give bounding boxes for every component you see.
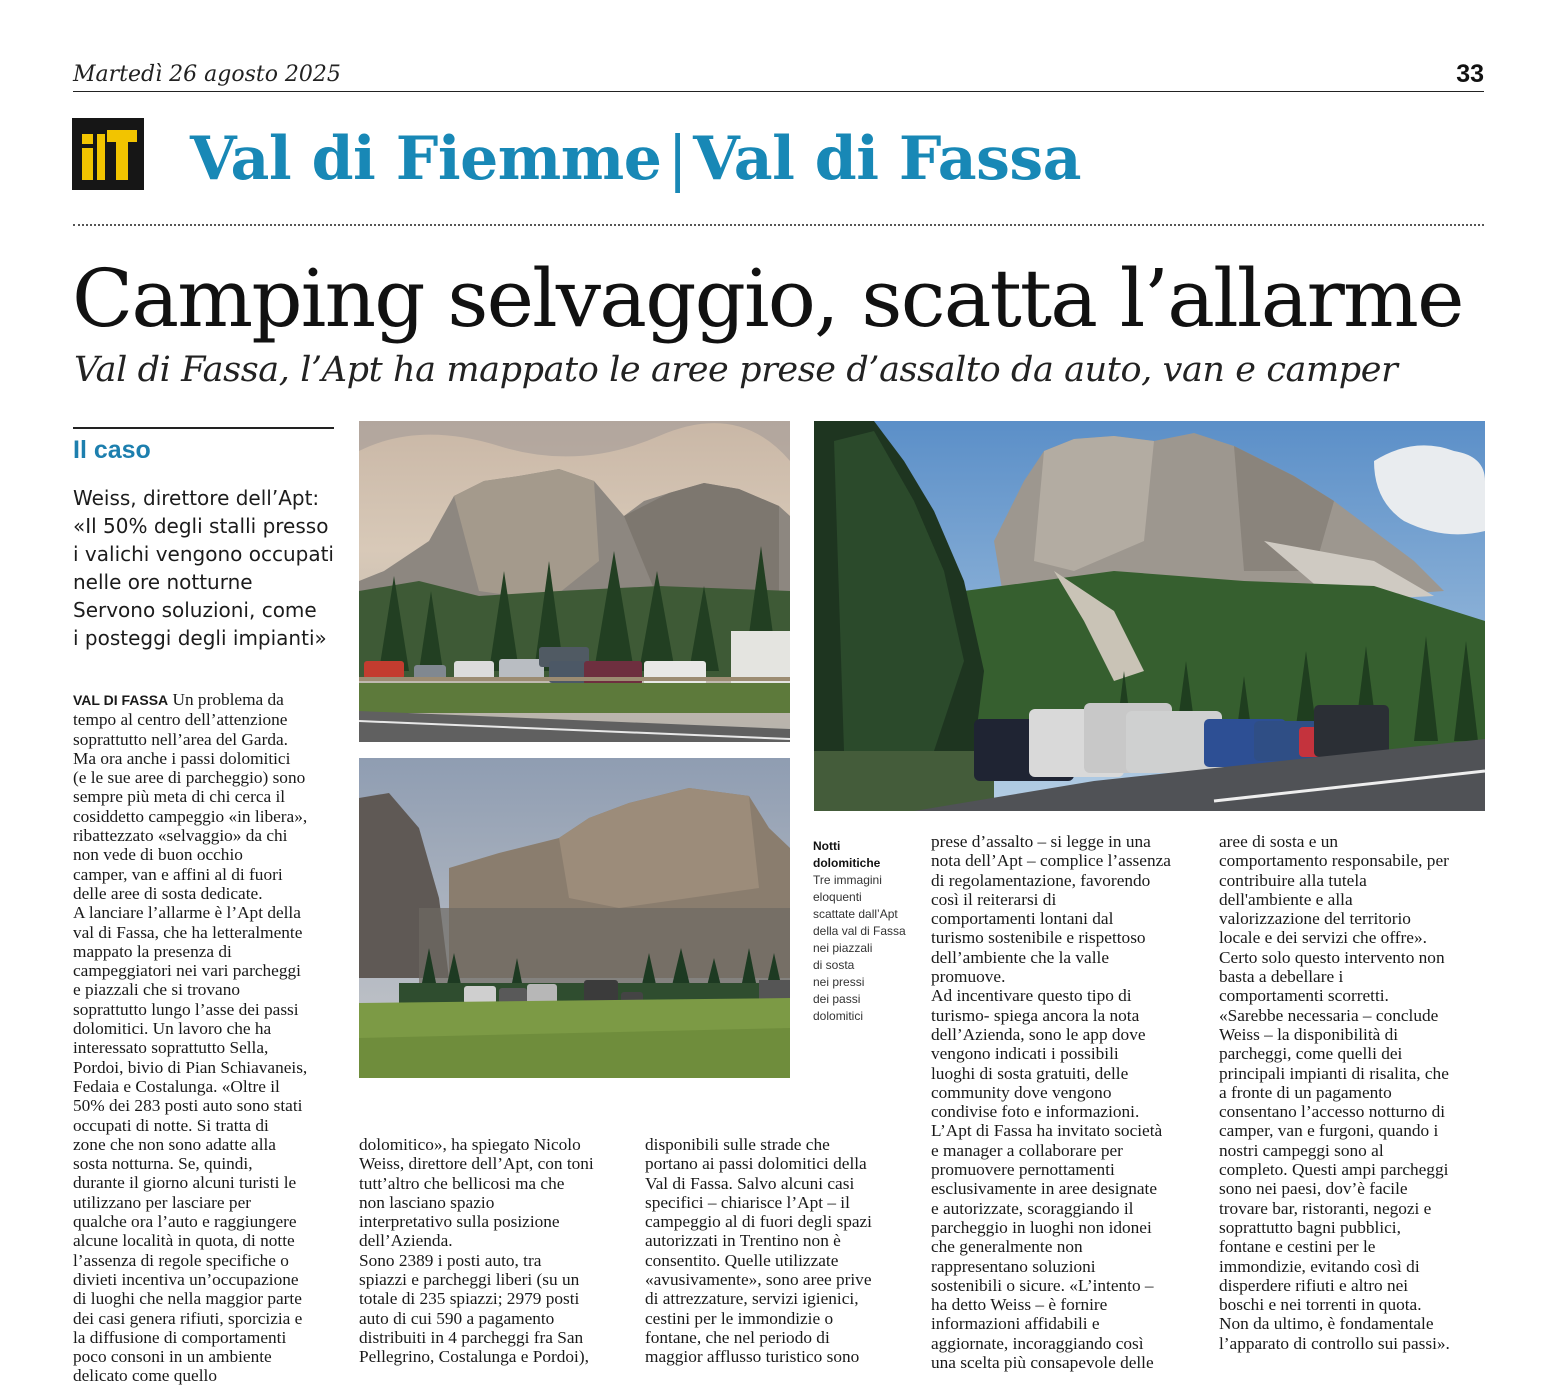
body-line: comportamenti scorretti. [1219,986,1389,1006]
body-line: consentano l’accesso notturno di [1219,1102,1446,1122]
body-line: Ma ora anche i passi dolomitici [73,748,291,768]
sidebar-title: Il caso [73,436,151,464]
caption-line: nei piazzali [813,941,873,955]
body-line: val di Fassa, che ha letteralmente [73,922,303,942]
body-line: 50% dei 283 posti auto sono stati [73,1096,303,1116]
body-line: tempo al centro dell’attenzione [73,710,288,730]
body-line: specifici – chiarisce l’Apt – il [645,1192,850,1212]
body-line: basta a debellare i [1219,967,1344,987]
issue-date: Martedì 26 agosto 2025 [73,62,341,87]
body-line: una scelta più consapevole delle [931,1353,1154,1373]
body-column-2 [359,1135,627,1367]
column-lines [645,1135,913,1367]
body-line: l’assenza di regole specifiche o [73,1250,289,1270]
body-line: rappresentano soluzioni [931,1256,1096,1276]
body-line: sostenibili o sicure. «L’intento – [931,1275,1154,1295]
body-line: durante il giorno alcuni turisti le [73,1173,297,1193]
body-line: dell’ambiente che la valle [931,947,1110,967]
body-line: promuovere pernottamenti [931,1160,1115,1180]
body-line: aree di sosta e un [1219,832,1339,851]
body-line: fontane e cestini per le [1219,1237,1376,1257]
page-number: 33 [1456,60,1484,88]
body-line: maggior afflusso turistico sono [645,1347,860,1367]
body-line: luoghi di sosta gratuiti, delle [931,1063,1129,1083]
body-line: informazioni affidabili e [931,1314,1100,1334]
section-divider [73,224,1484,226]
sidebar-line: i valichi vengono occupati [73,542,334,566]
column-lines [73,710,343,1385]
body-line: spiazzi e parcheggi liberi (su un [359,1270,580,1290]
section-title-left: Val di Fiemme [190,124,662,194]
sidebar-line: i posteggi degli impianti» [73,626,327,650]
body-line: delicato come quello [73,1366,217,1386]
body-line: disponibili sulle strade che [645,1135,830,1154]
body-line: così il reiterarsi di [931,889,1057,909]
body-line: che generalmente non [931,1237,1083,1257]
body-line: dell’Azienda, sono le app dove [931,1024,1146,1044]
body-line: turismo sostenibile e rispettoso [931,928,1146,948]
photo-passo-cars [359,421,790,742]
body-line: disperdere rifiuti e altro nei [1219,1275,1409,1295]
column-lines [1219,832,1487,1353]
body-line: tutt’altro che bellicosi ma che [359,1173,565,1193]
body-line: utilizzano per lasciare per [73,1192,251,1212]
photo-caption [813,838,906,1025]
body-line: Un problema da [168,690,284,709]
body-line: (e le sue aree di parcheggio) sono [73,768,306,788]
body-line: ribattezzato «selvaggio» da chi [73,826,288,846]
caption-line: dolomitici [813,1009,864,1023]
body-line: soprattutto nell’area del Garda. [73,729,288,749]
body-line: la diffusione di comportamenti [73,1327,287,1347]
caption-title-line: Notti [813,839,841,853]
body-line: L’Apt di Fassa ha invitato società [931,1121,1163,1141]
body-line: Fedaia e Costalunga. «Oltre il [73,1076,280,1096]
body-line: Certo solo questo intervento non [1219,947,1445,967]
body-line: Val di Fassa. Salvo alcuni casi [645,1173,855,1193]
body-line: promuove. [931,967,1006,987]
body-line: qualche ora l’auto e raggiungere [73,1212,297,1232]
body-line: dolomitico», ha spiegato Nicolo [359,1135,581,1154]
caption-line: nei pressi [813,975,865,989]
caption-line: di sosta [813,958,855,972]
body-line: nostri campeggi sono al [1219,1140,1384,1160]
body-line: portano ai passi dolomitici della [645,1154,867,1174]
body-line: aggiornate, incoraggiando così [931,1333,1144,1353]
body-column-3 [645,1135,913,1367]
article-headline: Camping selvaggio, scatta l’allarme [72,252,1463,345]
body-line: dei casi genera rifiuti, sporcizia e [73,1308,303,1328]
body-line: cestini per le immondizie o [645,1308,834,1328]
body-line: campeggiatori nei vari parcheggi [73,961,301,981]
body-line: immondizie, evitando così di [1219,1256,1420,1276]
body-line: delle aree di sosta dedicate. [73,883,263,903]
body-first-line [73,690,343,710]
logo-t-bar [107,130,137,142]
body-line: principali impianti di risalita, che [1219,1063,1449,1083]
logo-t-stem [116,142,128,180]
logo-i-dot [82,134,93,144]
section-title [190,124,1081,194]
body-line: boschi e nei torrenti in quota. [1219,1295,1422,1315]
body-line: dell’Azienda. [359,1231,453,1251]
body-line: e manager a collaborare per [931,1140,1123,1160]
column-lines [931,832,1199,1372]
body-line: Sono 2389 i posti auto, tra [359,1250,542,1270]
body-line: e piazzali che si trovano [73,980,240,1000]
body-line: Pordoi, bivio di Pian Schiavaneis, [73,1057,308,1077]
sidebar-line: Weiss, direttore dell’Apt: [73,486,320,510]
body-line: completo. Questi ampi parcheggi [1219,1160,1449,1180]
body-line: occupati di notte. Si tratta di [73,1115,269,1135]
body-line: cosiddetto campeggio «in libera», [73,806,308,826]
body-line: non vede di buon occhio [73,845,243,865]
body-line: mappato la presenza di [73,941,232,961]
body-line: parcheggi, come quelli dei [1219,1044,1403,1064]
body-line: sosta notturna. Se, quindi, [73,1154,253,1174]
body-line: totale di 235 spiazzi; 2979 posti [359,1289,580,1309]
sidebar-line: nelle ore notturne [73,570,253,594]
body-line: l’apparato di controllo sui passi». [1219,1333,1450,1353]
body-column-5 [1219,832,1487,1353]
newspaper-logo [72,118,144,190]
body-line: campeggio al di fuori degli spazi [645,1212,872,1232]
body-line: distribuiti in 4 parcheggi fra San [359,1327,584,1347]
body-line: consentito. Quelle utilizzate [645,1250,839,1270]
body-line: di luoghi che nella maggior parte [73,1289,302,1309]
body-line: alcune località in quota, di notte [73,1231,295,1251]
sidebar-line: «Il 50% degli stalli presso [73,514,329,538]
column-lines [359,1135,627,1367]
body-line: contribuire alla tutela [1219,870,1367,890]
body-line: soprattutto lungo l’asse dei passi [73,999,299,1019]
caption-line: della val di Fassa [813,924,906,938]
caption-title-line: dolomitiche [813,856,881,870]
logo-l-stem [97,134,105,180]
body-line: dolomitici. Un lavoro che ha [73,1019,272,1039]
section-title-right: Val di Fassa [693,124,1082,194]
body-line: zone che non sono adatte alla [73,1134,276,1154]
body-line: soprattutto bagni pubblici, [1219,1217,1401,1237]
body-line: Non da ultimo, è fondamentale [1219,1314,1434,1334]
body-line: autorizzati in Trentino non è [645,1231,841,1251]
body-line: camper, van e furgoni, quando i [1219,1121,1439,1141]
body-line: interpretativo sulla posizione [359,1212,560,1232]
body-line: vengono indicati i possibili [931,1044,1119,1064]
body-line: Weiss – la disponibilità di [1219,1024,1399,1044]
body-line: prese d’assalto – si legge in una [931,832,1151,851]
body-line: comportamenti lontani dal [931,909,1114,929]
caption-line: Tre immagini [813,873,882,887]
caption-line: eloquenti [813,890,862,904]
body-line: community dove vengono [931,1082,1112,1102]
sidebar-quote [73,484,341,652]
body-line: camper, van e affini al di fuori [73,864,283,884]
body-line: divieti incentiva un’occupazione [73,1269,299,1289]
body-line: «avusivamente», sono aree prive [645,1270,872,1290]
body-column-1 [73,690,343,1386]
body-line: trovare bar, ristoranti, negozi e [1219,1198,1432,1218]
body-line: fontane, che nel periodo di [645,1327,830,1347]
sidebar-rule [73,427,334,429]
body-line: locale e dei servizi che offre». [1219,928,1427,948]
body-line: di regolamentazione, favorendo [931,870,1151,890]
photo-campers-pass [814,421,1485,811]
body-line: parcheggio in luoghi non idonei [931,1217,1152,1237]
body-line: comportamento responsabile, per [1219,851,1449,871]
body-column-4 [931,832,1199,1372]
section-separator: | [667,124,688,194]
caption-line: scattate dall’Apt [813,907,898,921]
body-line: Weiss, direttore dell’Apt, con toni [359,1154,594,1174]
dateline: VAL DI FASSA [73,692,169,708]
logo-i-stem [82,148,93,180]
body-line: auto di cui 590 a pagamento [359,1308,555,1328]
caption-line: dei passi [813,992,861,1006]
sidebar-line: Servono soluzioni, come [73,598,317,622]
photo-meadow-cars [359,758,790,1078]
body-line: nota dell’Apt – complice l’assenza [931,851,1171,871]
body-line: sono nei paesi, dov’è facile [1219,1179,1408,1199]
body-line: sempre più meta di chi cerca il [73,787,286,807]
body-line: dell'ambiente e alla [1219,889,1353,909]
body-line: valorizzazione del territorio [1219,909,1411,929]
body-line: poco consoni in un ambiente [73,1347,272,1367]
body-line: a fronte di un pagamento [1219,1082,1392,1102]
body-line: «Sarebbe necessaria – conclude [1219,1005,1439,1025]
body-line: esclusivamente in aree designate [931,1179,1157,1199]
body-line: e autorizzate, scoraggiando il [931,1198,1134,1218]
body-line: di attrezzature, servizi igienici, [645,1289,859,1309]
header-rule [73,91,1484,92]
body-line: condivise foto e informazioni. [931,1102,1140,1122]
body-line: interessato soprattutto Sella, [73,1038,269,1058]
body-line: Ad incentivare questo tipo di [931,986,1132,1006]
body-line: Pellegrino, Costalunga e Pordoi), [359,1347,589,1367]
body-line: A lanciare l’allarme è l’Apt della [73,903,301,923]
article-subheadline: Val di Fassa, l’Apt ha mappato le aree prese d’assalto da auto, van e camper [74,350,1398,390]
body-line: turismo- spiega ancora la nota [931,1005,1140,1025]
body-line: non lasciano spazio [359,1192,495,1212]
body-line: ha detto Weiss – è fornire [931,1295,1108,1315]
